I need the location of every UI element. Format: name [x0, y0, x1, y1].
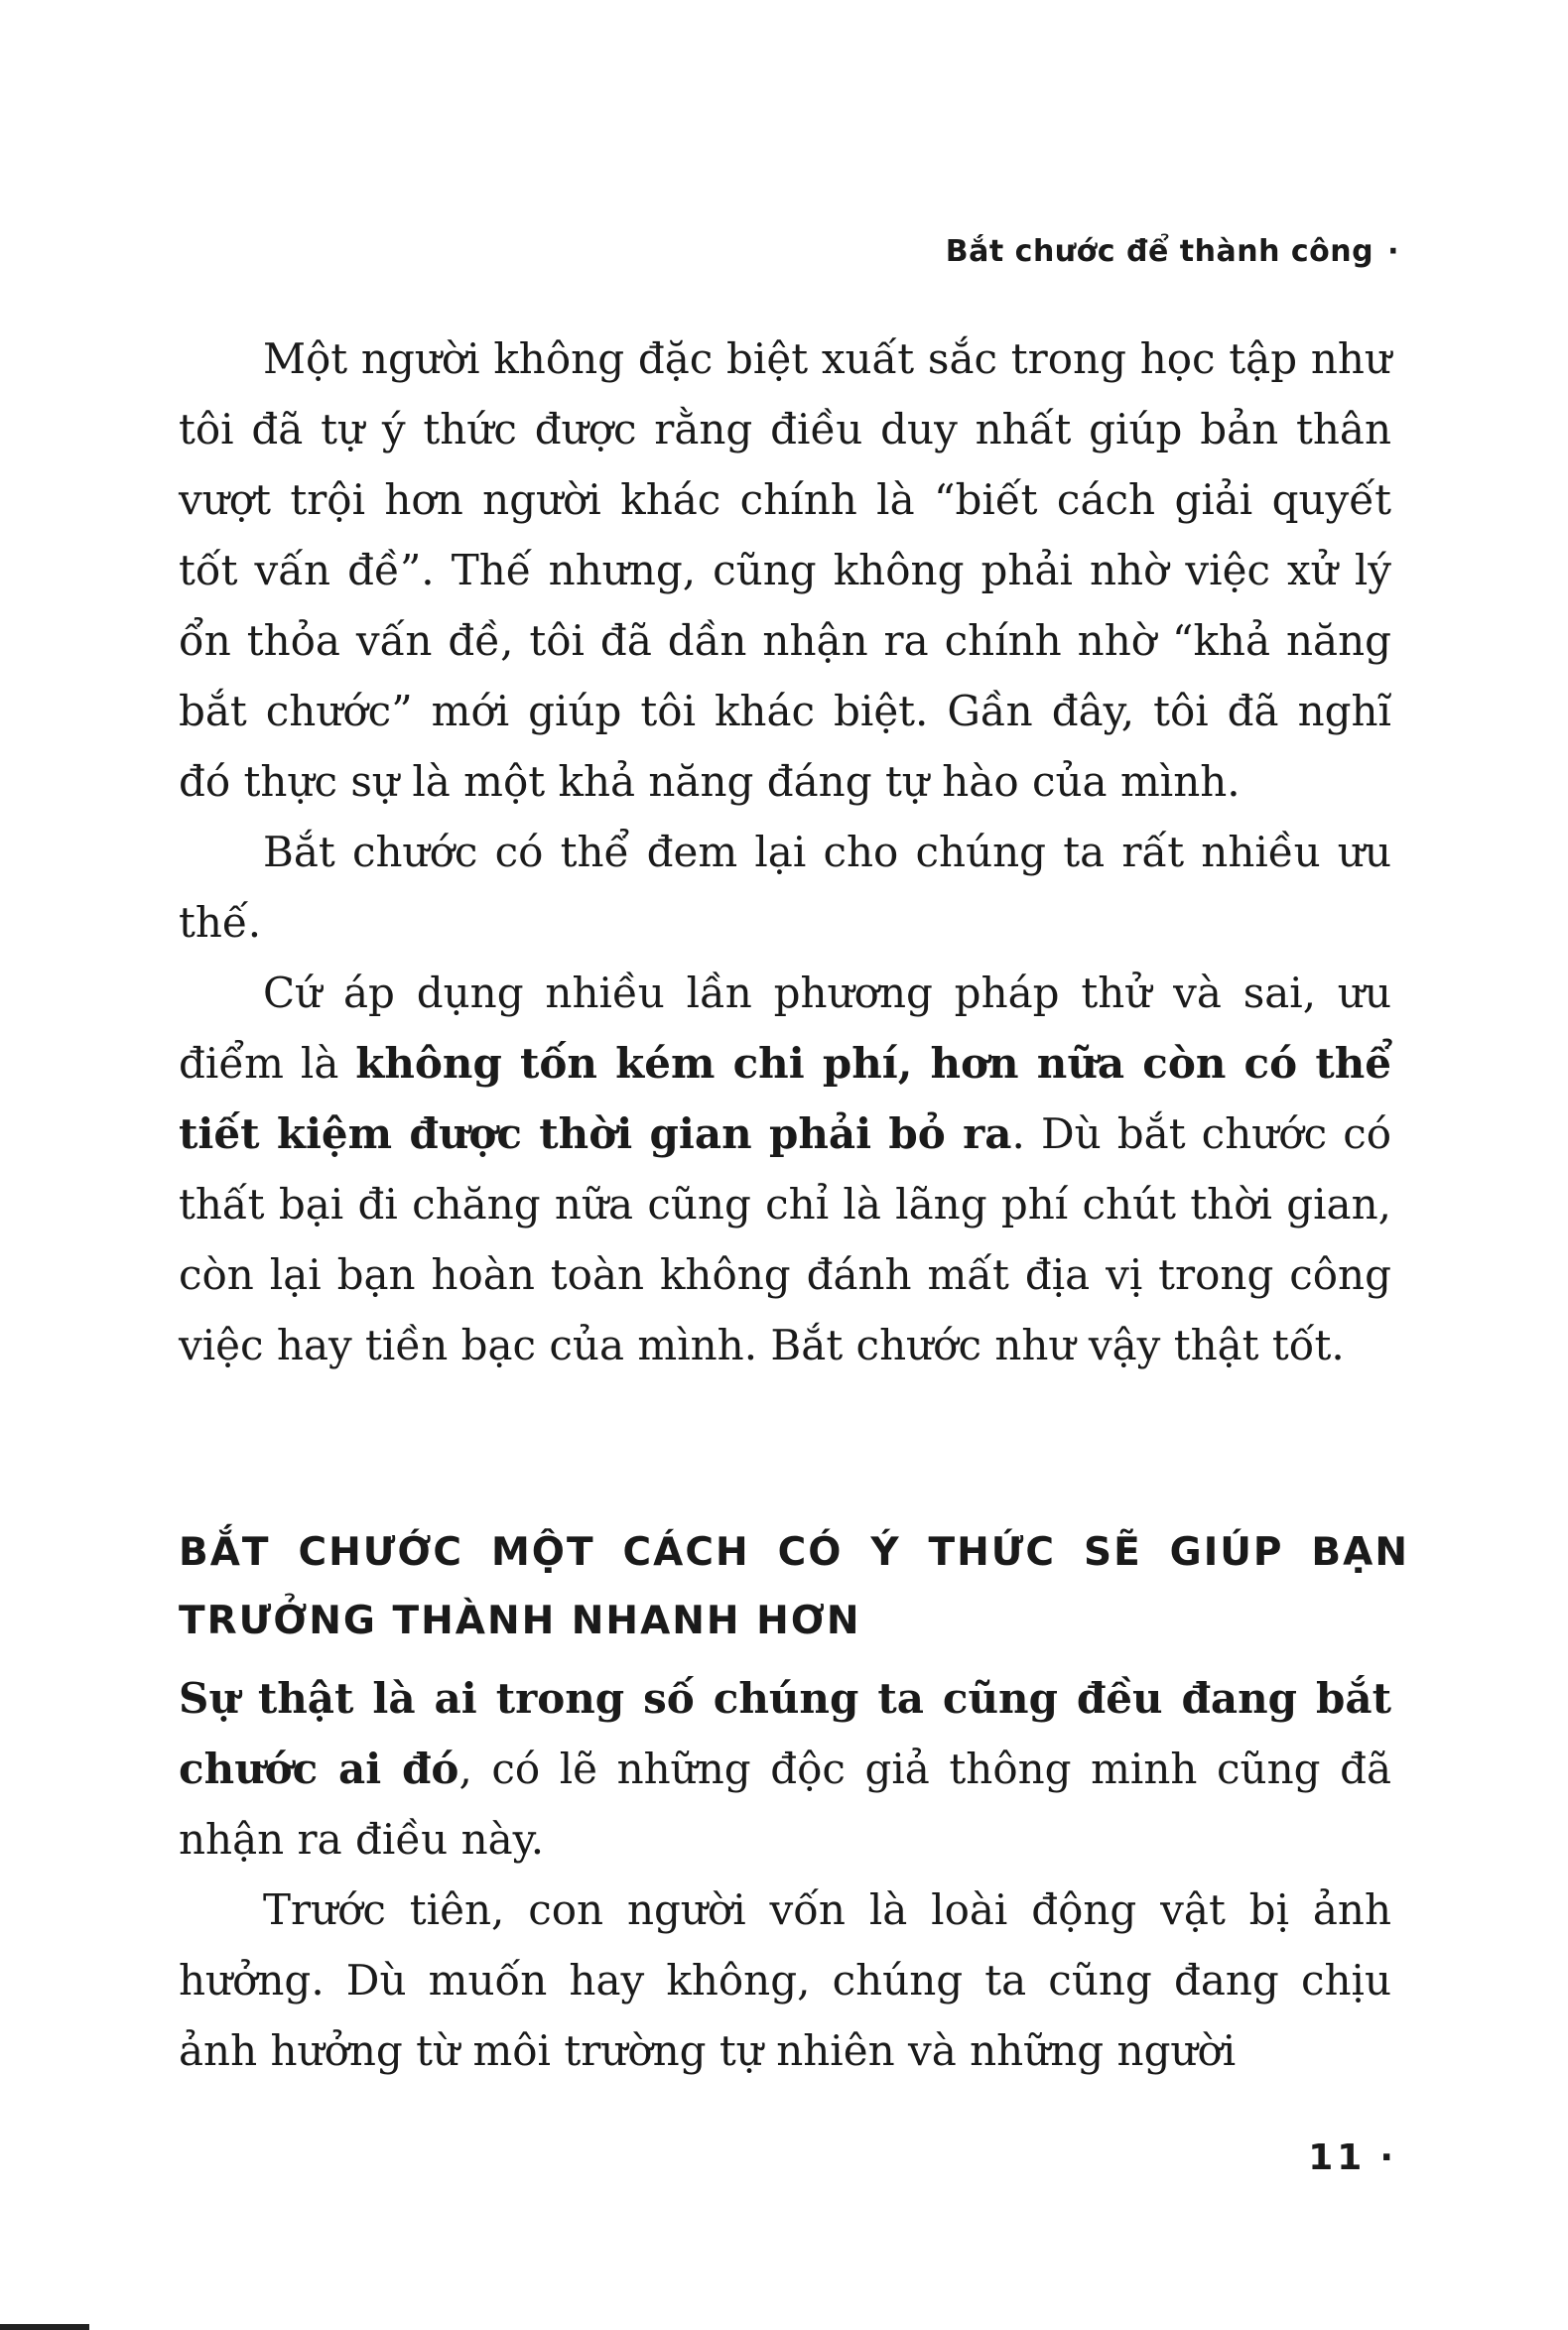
body-text-block — [179, 1663, 1391, 2086]
emphasis-text: Sự thật là ai trong số chúng ta cũng đều đang bắt chước ai đó — [179, 1674, 1391, 1793]
paragraph — [179, 958, 1391, 1380]
body-text-block — [179, 324, 1391, 1380]
page-number-value: 11 — [1308, 2137, 1367, 2178]
page-number-separator: · — [1379, 2137, 1397, 2178]
running-header — [946, 234, 1399, 269]
header-separator: · — [1387, 234, 1399, 269]
paragraph: Bắt chước có thể đem lại cho chúng ta rất nhiều ưu thế. — [179, 828, 1391, 947]
section-heading: BẮT CHƯỚC MỘT CÁCH CÓ Ý THỨC SẼ GIÚP BẠN TRƯỞNG THÀNH NHANH HƠN — [179, 1530, 1409, 1643]
paragraph: Một người không đặc biệt xuất sắc trong học tập như tôi đã tự ý thức được rằng điều duy nhất giúp bản thân vượt trội hơn người khác chính là “biết cách giải quyết tốt vấn đề”. Thế nhưng, cũng không phải nhờ việc xử lý ổn thỏa vấn đề, tôi đã dần nhận ra chính nhờ “khả năng bắt chước” mới giúp tôi khác biệt. Gần đây, tôi đã nghĩ đó thực sự là một khả năng đáng tự hào của mình. — [179, 334, 1391, 806]
scan-edge-mark — [0, 2324, 89, 2330]
running-title: Bắt chước để thành công — [945, 234, 1374, 269]
paragraph-text: , có lẽ những độc giả thông minh cũng đã nhận ra điều này. — [179, 1745, 1392, 1864]
paragraph-text: Cứ áp dụng nhiều lần phương pháp thử và sai, ưu điểm là — [179, 969, 1391, 1088]
page-number — [1308, 2137, 1397, 2178]
paragraph-text: . Dù bắt chước có thất bại đi chăng nữa cũng chỉ là lãng phí chút thời gian, còn lại bạn hoàn toàn không đánh mất địa vị trong công việc hay tiền bạc của mình. Bắt chước như vậy thật tốt. — [179, 1109, 1392, 1369]
paragraph — [179, 1663, 1391, 1875]
emphasis-text: không tốn kém chi phí, hơn nữa còn có thể tiết kiệm được thời gian phải bỏ ra — [179, 1039, 1391, 1158]
paragraph: Trước tiên, con người vốn là loài động vật bị ảnh hưởng. Dù muốn hay không, chúng ta cũng đang chịu ảnh hưởng từ môi trường tự nhiên và những người — [179, 1885, 1391, 2075]
